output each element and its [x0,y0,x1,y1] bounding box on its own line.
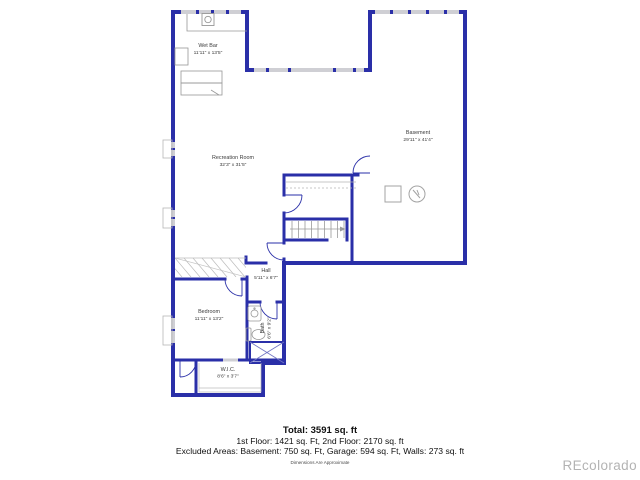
bath-sink-icon [248,306,261,321]
furnace-icon [385,186,401,202]
room-label-hall: Hall [261,268,271,274]
area-summary [0,425,640,466]
excluded-areas-text: Excluded Areas: Basement: 750 sq. Ft, Garage: 594 sq. Ft, Walls: 273 sq. ft [175,446,465,456]
room-label-wet-bar: Wet Bar [198,43,218,49]
room-label-recreation-room: Recreation Room [212,155,254,161]
window-well-icon [163,140,172,345]
room-dims-wet-bar: 11'11" x 13'5" [193,51,223,56]
room-label-bedroom: Bedroom [198,309,220,315]
room-dims-bath: 6'6" x 9'2" [267,317,273,339]
room-label-basement: Basement [405,130,431,136]
room-dims-recreation-room: 32'3" x 31'5" [219,163,247,168]
total-area-text: Total: 3591 sq. ft [282,425,358,436]
disclaimer-text: Dimensions Are Approximate [290,460,350,465]
floor-areas-text: 1st Floor: 1421 sq. Ft, 2nd Floor: 2170 sq. ft [236,436,404,446]
room-label-wic: W.I.C. [220,367,236,373]
room-dims-basement: 29'11" x 41'4" [403,138,433,143]
door-icon [180,156,370,377]
recolorado-watermark: REcolorado [562,458,637,473]
bar-sink-icon [202,14,214,26]
ceiling-break-lines [286,182,356,188]
water-heater-icon [409,186,425,202]
room-dims-bedroom: 11'11" x 13'2" [194,317,224,322]
stairs-direction-arrow [340,227,346,232]
window-mullion-ticks [173,12,447,334]
hatch-area [166,258,254,277]
room-dims-wic: 8'6" x 3'7" [217,374,239,380]
window-icon [173,12,459,343]
room-label-bath: Bath [260,322,266,334]
stairs-icon [290,221,344,238]
room-dims-hall: 5'11" x 6'7" [254,276,278,281]
